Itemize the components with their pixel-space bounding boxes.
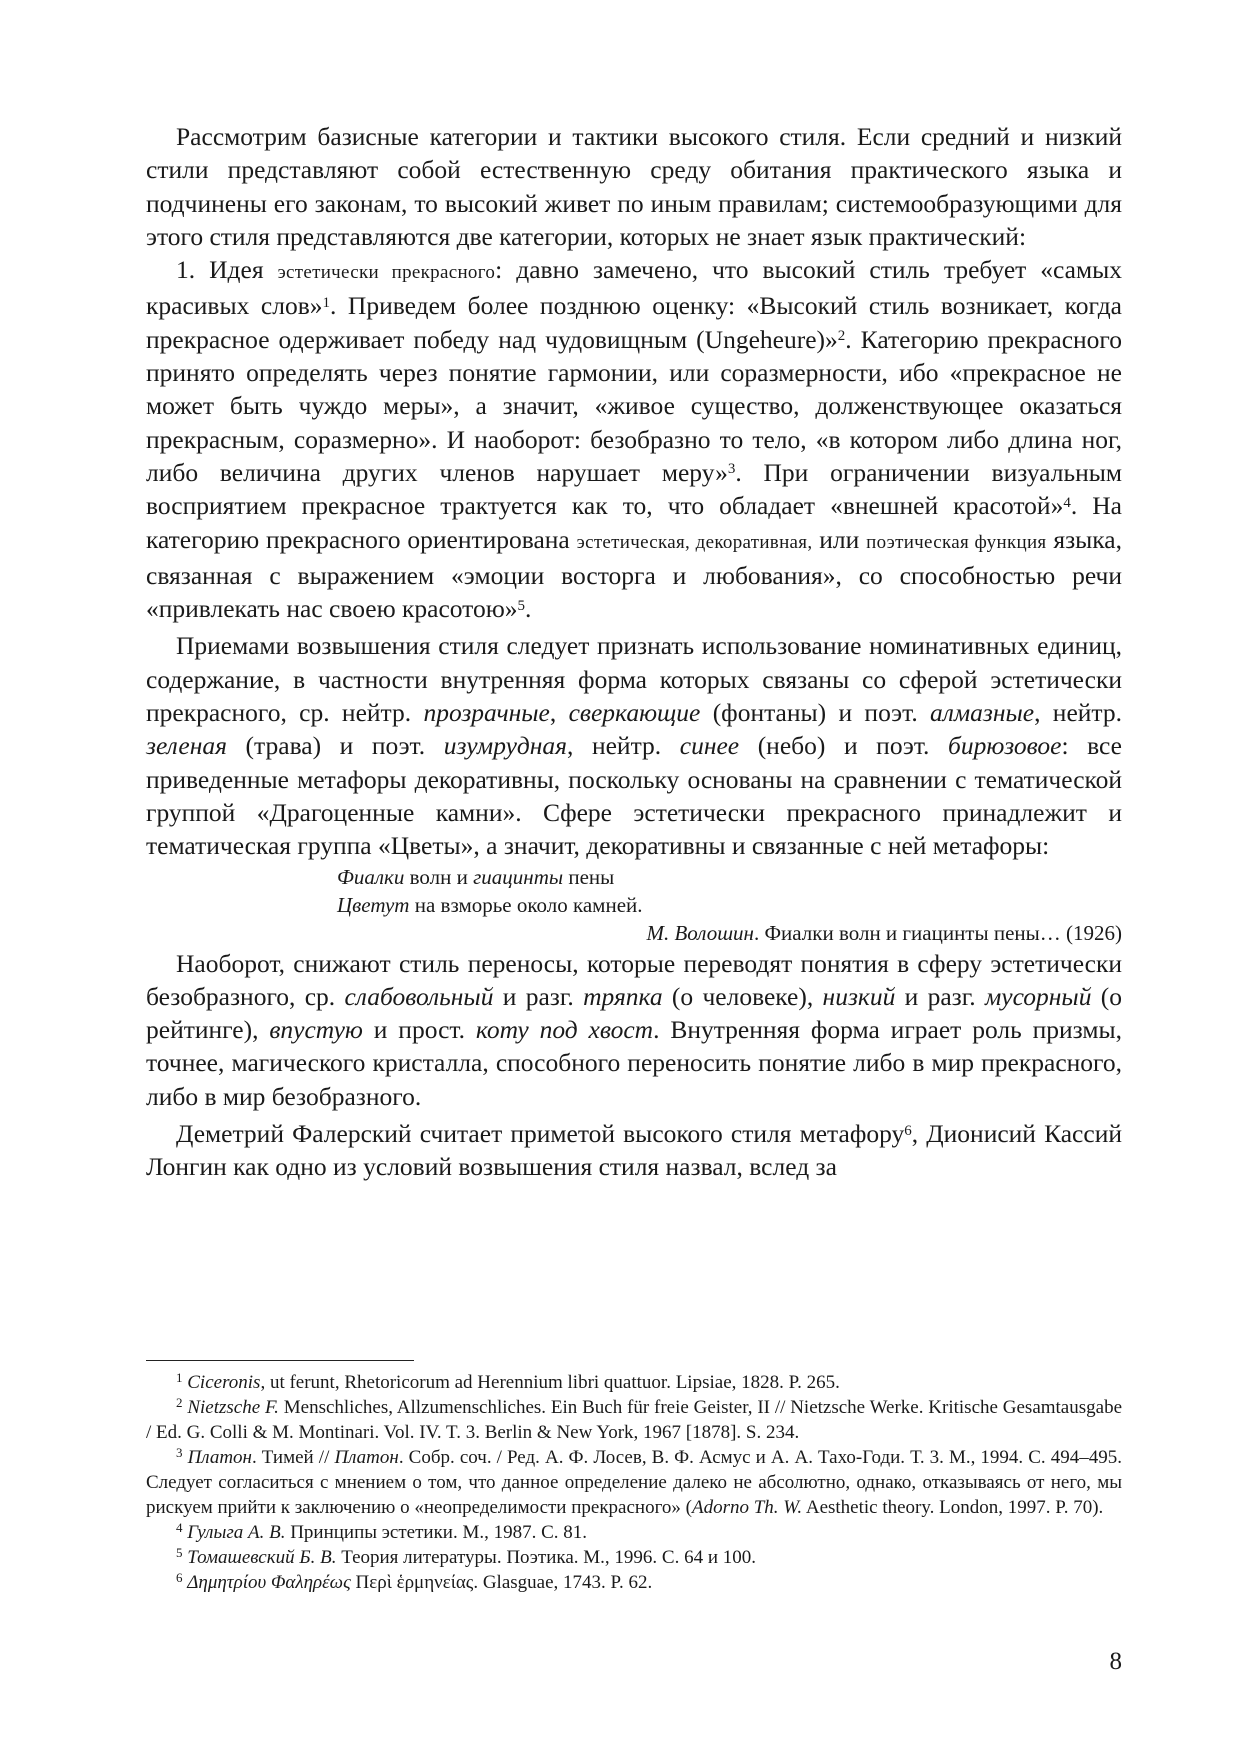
paragraph-intro: Рассмотрим базисные категории и тактики высокого стиля. Если средний и низкий стили представляют собой естественную среду обитания практического языка и подчинены его законам, то высокий живет по иным правилам; системообразующими для этого стиля представляются две категории, которых не знает язык практический: bbox=[146, 122, 1122, 251]
footnote-3: $^3$ Платон. Тимей // Платон. Собр. соч. / Ред. А. Ф. Лосев, В. Ф. Асмус и А. А. Тахо-Годи. Т. 3. М., 1994. С. 494–495. Следует согласиться с мнением о том, что данное определение далеко не абсолютно, однако, отказываясь от него, мы рискуем прийти к заключению о «неопределимости прекрасного» (Adorno Th. W. Aesthetic theory. London, 1997. P. 70). bbox=[146, 1444, 1123, 1518]
footnotes bbox=[146, 1370, 1122, 1595]
main-text bbox=[146, 120, 1122, 1184]
poem-line-1: Фиалки волн и гиацинты пены bbox=[337, 864, 615, 889]
footnote-2: $^2$ Nietzsche F. Menschliches, Allzumenschliches. Ein Buch für freie Geister, II // Nietzsche Werke. Kritische Gesamtausgabe / Ed. G. Colli & M. Montinari. Vol. IV. T. 3. Berlin & New York, 1967 [1878]. S. 234. bbox=[146, 1394, 1122, 1443]
footnote-ref-6[interactable]: 6 bbox=[904, 1122, 912, 1139]
footnote-ref-1[interactable]: 1 bbox=[322, 294, 330, 311]
footnote-ref-4[interactable]: 4 bbox=[1063, 494, 1071, 511]
footnote-divider bbox=[146, 1360, 414, 1361]
footnote-ref-5[interactable]: 5 bbox=[517, 597, 526, 614]
small-caps-term: поэтическая функция bbox=[866, 531, 1047, 553]
paragraph-beauty: 1. Идея эстетически прекрасного: давно замечено, что высокий стиль требует «самых красивых слов»$^1$. Приведем более позднюю оценку: «Высокий стиль возникает, когда прекрасное одерживает победу над чудовищным (Ungeheure)»$^2$. Категорию прекрасного принято определять через понятие гармонии, или соразмерности, ибо «прекрасное не может быть чуждо меры», а значит, «живое существо, долженствующее оказаться прекрасным, соразмерно». И наоборот: безобразно то тело, «в котором либо длина ног, либо величина других членов нарушает меру»$^3$. При ограничении визуальным восприятием прекрасное трактуется как то, что обладает «внешней красотой»$^4$. На категорию прекрасного ориентирована эстетическая, декоративная, или поэтическая функция языка, связанная с выражением «эмоции восторга и любования», со способностью речи «привлекать нас своею красотою»$^5$. bbox=[146, 255, 1123, 624]
page-number: 8 bbox=[1109, 1648, 1122, 1675]
small-caps-term: эстетически прекрасного bbox=[277, 262, 496, 284]
footnote-ref-3[interactable]: 3 bbox=[727, 461, 736, 478]
paragraph-demetrius: Деметрий Фалерский считает приметой высокого стиля метафору$^6$, Дионисий Кассий Лонгин как одно из условий возвышения стиля назвал, вслед за bbox=[146, 1119, 1122, 1182]
small-caps-term: эстетическая, декоративная, bbox=[576, 531, 813, 553]
footnote-4: $^4$ Гулыга А. В. Принципы эстетики. М., 1987. С. 81. bbox=[176, 1519, 588, 1543]
footnote-ref-2[interactable]: 2 bbox=[837, 328, 846, 345]
footnote-6: $^6$ Δημητρίου Φαληρέως Περὶ ἑρμηνείας. Glasguae, 1743. P. 62. bbox=[176, 1569, 653, 1593]
footnote-5: $^5$ Томашевский Б. В. Теория литературы. Поэтика. М., 1996. С. 64 и 100. bbox=[176, 1544, 757, 1568]
paragraph-lowering: Наоборот, снижают стиль переносы, которые переводят понятия в сферу эстетически безобразного, ср. слабовольный и разг. тряпка (о человеке), низкий и разг. мусорный (о рейтинге), впустую и прост. коту под хвост. Внутренняя форма играет роль призмы, точнее, магического кристалла, способного переносить понятие либо в мир прекрасного, либо в мир безобразного. bbox=[146, 948, 1123, 1111]
footnote-1: $^1$ Ciceronis, ut ferunt, Rhetoricorum ad Herennium libri quattuor. Lipsiae, 1828. P. 265. bbox=[176, 1369, 840, 1393]
poem-quote bbox=[146, 863, 1122, 947]
poem-attribution: М. Волошин. Фиалки волн и гиацинты пены… (1926) bbox=[646, 920, 1122, 945]
poem-line-2: Цветут на взморье около камней. bbox=[337, 892, 643, 917]
paragraph-elevation: Приемами возвышения стиля следует признать использование номинативных единиц, содержание, в частности внутренняя форма которых связаны со сферой эстетически прекрасного, ср. нейтр. прозрачные, сверкающие (фонтаны) и поэт. алмазные, нейтр. зеленая (трава) и поэт. изумрудная, нейтр. синее (небо) и поэт. бирюзовое: все приведенные метафоры декоративны, поскольку основаны на сравнении с тематической группой «Драгоценные камни». Сфере эстетически прекрасного принадлежит и тематическая группа «Цветы», а значит, декоративны и связанные с ней метафоры: bbox=[146, 631, 1122, 861]
